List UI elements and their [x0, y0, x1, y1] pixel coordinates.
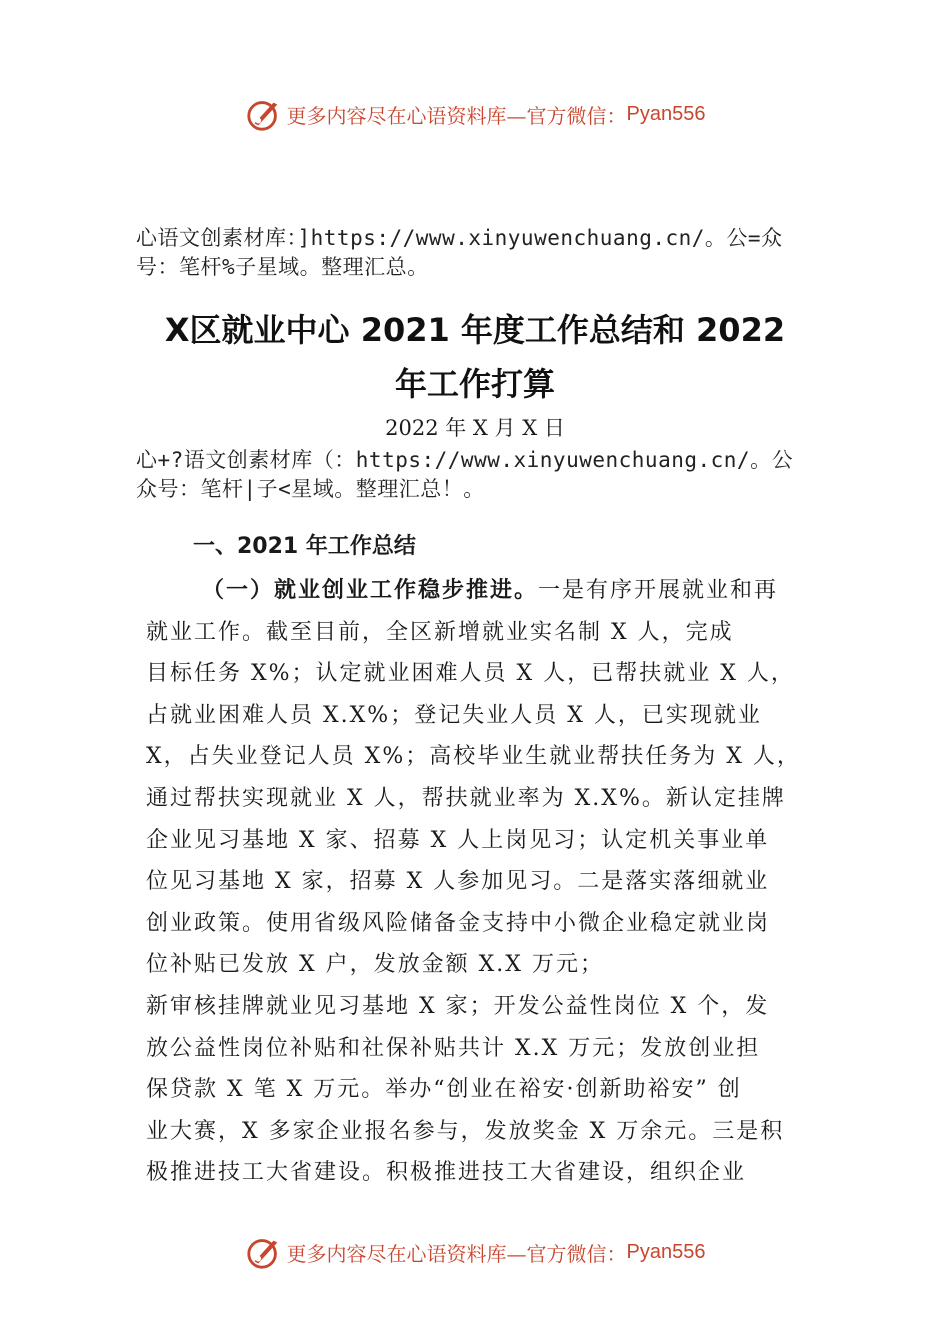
body-paragraph — [146, 570, 826, 1194]
paragraph-line: X，占失业登记人员 X%；高校毕业生就业帮扶任务为 X 人， — [146, 744, 801, 770]
banner-text: 更多内容尽在心语资料库—官方微信： — [286, 103, 627, 128]
paragraph-line: 一是有序开展就业和再 — [538, 578, 779, 603]
document-title — [120, 303, 830, 411]
title-line: X区就业中心 2021 年度工作总结和 2022 — [164, 311, 786, 349]
quill-seal-icon — [245, 1233, 283, 1271]
paragraph-line: 通过帮扶实现就业 X 人，帮扶就业率为 X.X%。新认定挂牌 — [146, 785, 786, 811]
banner-wechat-id: Pyan556 — [626, 102, 706, 125]
paragraph-line: 位补贴已发放 X 户，发放金额 X.X 万元； — [146, 952, 604, 978]
paragraph-line: 就业工作。截至目前，全区新增就业实名制 X 人，完成 — [146, 619, 734, 645]
paragraph-lead: （一）就业创业工作稳步推进。 — [202, 578, 539, 603]
source-note-line: 号：笔杆%子星域。整理汇总。 — [136, 255, 429, 279]
paragraph-line: 放公益性岗位补贴和社保补贴共计 X.X 万元；发放创业担 — [146, 1035, 761, 1061]
source-note-line: 心+?语文创素材库（：https://www.xinyuwenchuang.cn/。公 — [136, 448, 794, 472]
title-line: 年工作打算 — [394, 365, 555, 403]
document-date: 2022 年 X 月 X 日 — [385, 416, 565, 440]
banner-text: 更多内容尽在心语资料库—官方微信： — [286, 1241, 627, 1266]
paragraph-line: 新审核挂牌就业见习基地 X 家；开发公益性岗位 X 个，发 — [146, 993, 770, 1019]
watermark-banner-top — [0, 94, 950, 134]
paragraph-line: 目标任务 X%；认定就业困难人员 X 人，已帮扶就业 X 人， — [146, 661, 795, 687]
source-note — [136, 224, 836, 282]
source-note — [136, 446, 836, 504]
source-note-line: 心语文创素材库：]https://www.xinyuwenchuang.cn/。公=众 — [136, 226, 783, 250]
paragraph-first-line — [146, 570, 826, 612]
section-heading: 一、2021 年工作总结 — [193, 534, 416, 559]
paragraph-line: 保贷款 X 笔 X 万元。举办“创业在裕安·创新助裕安” 创 — [146, 1077, 742, 1103]
paragraph-line: 创业政策。使用省级风险储备金支持中小微企业稳定就业岗 — [146, 910, 771, 936]
watermark-banner-bottom — [0, 1232, 950, 1272]
paragraph-line: 极推进技工大省建设。积极推进技工大省建设，组织企业 — [146, 1160, 747, 1186]
source-note-line: 众号：笔杆|子<星域。整理汇总！。 — [136, 477, 485, 501]
quill-seal-icon — [245, 95, 283, 133]
paragraph-line: 位见习基地 X 家，招募 X 人参加见习。二是落实落细就业 — [146, 869, 770, 895]
paragraph-line: 业大赛，X 多家企业报名参与，发放奖金 X 万余元。三是积 — [146, 1118, 785, 1144]
paragraph-line: 占就业困难人员 X.X%；登记失业人员 X 人，已实现就业 — [146, 702, 762, 728]
banner-wechat-id: Pyan556 — [626, 1240, 706, 1263]
paragraph-line: 企业见习基地 X 家、招募 X 人上岗见习；认定机关事业单 — [146, 827, 770, 853]
